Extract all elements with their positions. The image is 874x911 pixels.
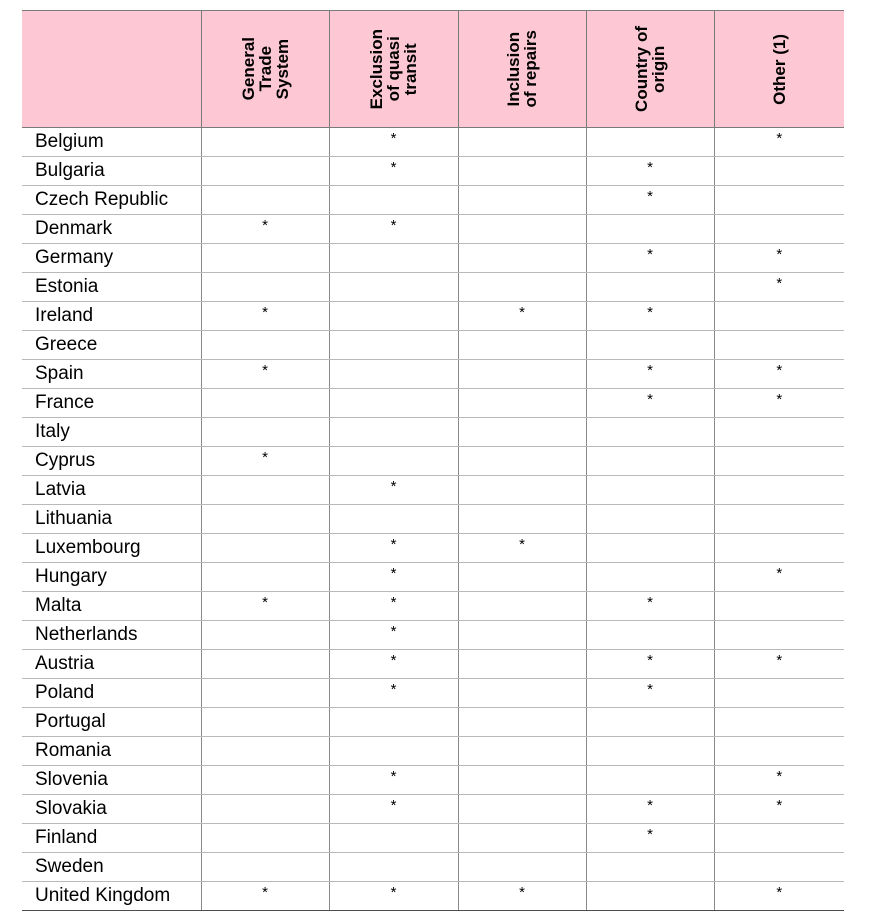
- country-cell: France: [22, 389, 201, 418]
- country-cell: Latvia: [22, 476, 201, 505]
- mark-cell: [458, 505, 586, 534]
- mark-cell: [201, 389, 329, 418]
- mark-cell: [714, 824, 844, 853]
- mark-cell: [458, 447, 586, 476]
- mark-cell: [714, 853, 844, 882]
- mark-cell: *: [329, 621, 458, 650]
- mark-cell: [458, 360, 586, 389]
- mark-cell: [586, 273, 714, 302]
- table-row: [22, 360, 844, 389]
- table-row: [22, 621, 844, 650]
- mark-cell: *: [201, 302, 329, 331]
- mark-cell: [329, 244, 458, 273]
- table-row: [22, 708, 844, 737]
- mark-cell: [586, 882, 714, 911]
- country-cell: Sweden: [22, 853, 201, 882]
- mark-cell: *: [714, 795, 844, 824]
- mark-cell: [201, 563, 329, 592]
- mark-cell: [586, 505, 714, 534]
- mark-cell: [458, 418, 586, 447]
- header-general-trade-system: General Trade System: [201, 11, 329, 128]
- table-row: [22, 795, 844, 824]
- mark-cell: [201, 679, 329, 708]
- country-cell: Estonia: [22, 273, 201, 302]
- mark-cell: [458, 650, 586, 679]
- mark-cell: [458, 679, 586, 708]
- mark-cell: [329, 708, 458, 737]
- mark-cell: [586, 737, 714, 766]
- mark-cell: [329, 737, 458, 766]
- mark-cell: *: [329, 128, 458, 157]
- country-cell: United Kingdom: [22, 882, 201, 911]
- mark-cell: [201, 244, 329, 273]
- table-row: [22, 418, 844, 447]
- country-cell: Slovakia: [22, 795, 201, 824]
- mark-cell: [201, 708, 329, 737]
- mark-cell: *: [201, 447, 329, 476]
- mark-cell: [329, 331, 458, 360]
- mark-cell: *: [714, 244, 844, 273]
- mark-cell: [458, 795, 586, 824]
- mark-cell: [458, 853, 586, 882]
- table-row: [22, 128, 844, 157]
- country-cell: Spain: [22, 360, 201, 389]
- mark-cell: [458, 563, 586, 592]
- mark-cell: [458, 389, 586, 418]
- table-row: [22, 244, 844, 273]
- mark-cell: *: [329, 679, 458, 708]
- mark-cell: *: [329, 534, 458, 563]
- mark-cell: [329, 447, 458, 476]
- mark-cell: *: [458, 302, 586, 331]
- mark-cell: *: [329, 563, 458, 592]
- mark-cell: [714, 737, 844, 766]
- mark-cell: *: [714, 563, 844, 592]
- mark-cell: [329, 186, 458, 215]
- table-row: [22, 476, 844, 505]
- mark-cell: [714, 447, 844, 476]
- mark-cell: [586, 708, 714, 737]
- table-row: [22, 157, 844, 186]
- mark-cell: [714, 157, 844, 186]
- mark-cell: *: [586, 650, 714, 679]
- mark-cell: [458, 215, 586, 244]
- mark-cell: [714, 215, 844, 244]
- mark-cell: [714, 418, 844, 447]
- mark-cell: *: [714, 766, 844, 795]
- mark-cell: [714, 592, 844, 621]
- mark-cell: [201, 621, 329, 650]
- mark-cell: [201, 273, 329, 302]
- mark-cell: [714, 621, 844, 650]
- mark-cell: [458, 273, 586, 302]
- mark-cell: *: [586, 157, 714, 186]
- mark-cell: [329, 389, 458, 418]
- mark-cell: [201, 766, 329, 795]
- mark-cell: [458, 766, 586, 795]
- mark-cell: [586, 447, 714, 476]
- mark-cell: [458, 244, 586, 273]
- mark-cell: [458, 476, 586, 505]
- mark-cell: [329, 853, 458, 882]
- mark-cell: [201, 418, 329, 447]
- country-cell: Cyprus: [22, 447, 201, 476]
- mark-cell: *: [714, 650, 844, 679]
- mark-cell: [329, 273, 458, 302]
- mark-cell: [586, 215, 714, 244]
- mark-cell: [586, 418, 714, 447]
- country-cell: Czech Republic: [22, 186, 201, 215]
- mark-cell: *: [586, 679, 714, 708]
- country-cell: Poland: [22, 679, 201, 708]
- table-row: [22, 824, 844, 853]
- mark-cell: *: [586, 360, 714, 389]
- mark-cell: *: [201, 882, 329, 911]
- mark-cell: [586, 331, 714, 360]
- country-cell: Romania: [22, 737, 201, 766]
- mark-cell: *: [329, 795, 458, 824]
- mark-cell: [458, 621, 586, 650]
- mark-cell: *: [586, 186, 714, 215]
- table-body: [22, 128, 844, 911]
- table-row: [22, 186, 844, 215]
- header-exclusion-quasi-transit: Exclusion of quasi transit: [329, 11, 458, 128]
- country-cell: Finland: [22, 824, 201, 853]
- header-other: Other (1): [714, 11, 844, 128]
- mark-cell: [329, 824, 458, 853]
- mark-cell: [329, 360, 458, 389]
- table-row: [22, 882, 844, 911]
- country-cell: Germany: [22, 244, 201, 273]
- mark-cell: [201, 795, 329, 824]
- mark-cell: *: [329, 592, 458, 621]
- mark-cell: *: [586, 824, 714, 853]
- country-cell: Belgium: [22, 128, 201, 157]
- mark-cell: *: [329, 882, 458, 911]
- mark-cell: [201, 824, 329, 853]
- table-row: [22, 650, 844, 679]
- mark-cell: *: [586, 795, 714, 824]
- country-cell: Ireland: [22, 302, 201, 331]
- trade-system-table: [22, 10, 844, 911]
- mark-cell: *: [586, 389, 714, 418]
- table-row: [22, 534, 844, 563]
- mark-cell: [201, 128, 329, 157]
- header-inclusion-repairs: Inclusion of repairs: [458, 11, 586, 128]
- country-cell: Lithuania: [22, 505, 201, 534]
- mark-cell: [458, 157, 586, 186]
- mark-cell: [458, 128, 586, 157]
- mark-cell: [586, 853, 714, 882]
- mark-cell: *: [714, 882, 844, 911]
- mark-cell: *: [329, 476, 458, 505]
- mark-cell: [201, 505, 329, 534]
- mark-cell: [586, 766, 714, 795]
- mark-cell: *: [201, 360, 329, 389]
- mark-cell: *: [329, 766, 458, 795]
- mark-cell: *: [201, 592, 329, 621]
- mark-cell: [201, 476, 329, 505]
- table-row: [22, 592, 844, 621]
- mark-cell: [458, 592, 586, 621]
- mark-cell: [458, 737, 586, 766]
- mark-cell: [714, 302, 844, 331]
- country-cell: Italy: [22, 418, 201, 447]
- mark-cell: [586, 621, 714, 650]
- table-row: [22, 853, 844, 882]
- country-cell: Slovenia: [22, 766, 201, 795]
- mark-cell: *: [201, 215, 329, 244]
- mark-cell: [201, 157, 329, 186]
- country-cell: Portugal: [22, 708, 201, 737]
- country-cell: Greece: [22, 331, 201, 360]
- mark-cell: *: [329, 650, 458, 679]
- mark-cell: [714, 331, 844, 360]
- mark-cell: [329, 418, 458, 447]
- country-cell: Netherlands: [22, 621, 201, 650]
- table-row: [22, 563, 844, 592]
- mark-cell: *: [714, 389, 844, 418]
- mark-cell: *: [329, 157, 458, 186]
- table-row: [22, 679, 844, 708]
- mark-cell: *: [586, 244, 714, 273]
- mark-cell: *: [458, 534, 586, 563]
- header-country: [22, 11, 201, 128]
- mark-cell: [201, 331, 329, 360]
- mark-cell: [201, 853, 329, 882]
- header-country-of-origin: Country of origin: [586, 11, 714, 128]
- mark-cell: *: [586, 592, 714, 621]
- mark-cell: [201, 534, 329, 563]
- country-cell: Malta: [22, 592, 201, 621]
- mark-cell: *: [586, 302, 714, 331]
- mark-cell: [586, 128, 714, 157]
- table-row: [22, 447, 844, 476]
- table-row: [22, 273, 844, 302]
- mark-cell: [329, 302, 458, 331]
- table-row: [22, 331, 844, 360]
- country-cell: Hungary: [22, 563, 201, 592]
- mark-cell: [714, 186, 844, 215]
- mark-cell: [586, 534, 714, 563]
- mark-cell: [714, 679, 844, 708]
- table-row: [22, 737, 844, 766]
- table-row: [22, 766, 844, 795]
- mark-cell: *: [714, 128, 844, 157]
- mark-cell: [458, 186, 586, 215]
- country-cell: Austria: [22, 650, 201, 679]
- mark-cell: [714, 708, 844, 737]
- mark-cell: [714, 505, 844, 534]
- mark-cell: [329, 505, 458, 534]
- mark-cell: [201, 186, 329, 215]
- mark-cell: [458, 708, 586, 737]
- mark-cell: *: [458, 882, 586, 911]
- country-cell: Bulgaria: [22, 157, 201, 186]
- mark-cell: [714, 534, 844, 563]
- mark-cell: [458, 331, 586, 360]
- table-row: [22, 302, 844, 331]
- country-cell: Luxembourg: [22, 534, 201, 563]
- mark-cell: *: [714, 360, 844, 389]
- mark-cell: [586, 563, 714, 592]
- table-row: [22, 505, 844, 534]
- mark-cell: [201, 737, 329, 766]
- table-row: [22, 215, 844, 244]
- table-row: [22, 389, 844, 418]
- header-row: [22, 11, 844, 128]
- mark-cell: [201, 650, 329, 679]
- mark-cell: *: [329, 215, 458, 244]
- mark-cell: *: [714, 273, 844, 302]
- mark-cell: [586, 476, 714, 505]
- mark-cell: [458, 824, 586, 853]
- country-cell: Denmark: [22, 215, 201, 244]
- mark-cell: [714, 476, 844, 505]
